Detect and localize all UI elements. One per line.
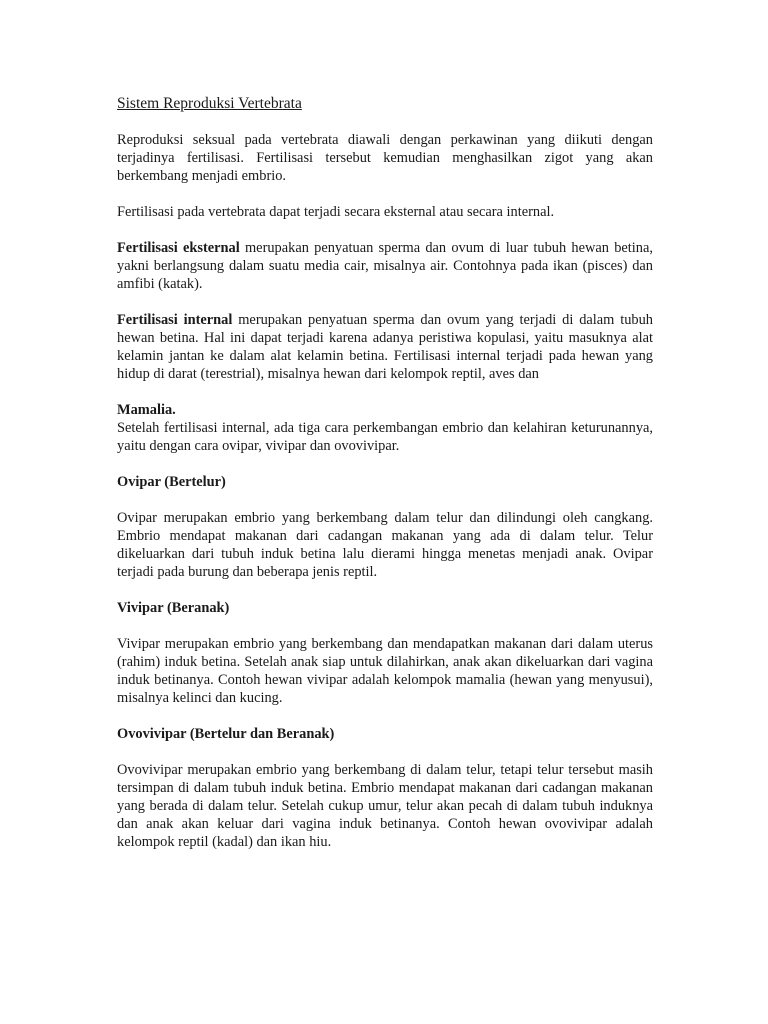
- internal-fertilization-paragraph: [117, 311, 653, 383]
- ovovivipar-paragraph: Ovovivipar merupakan embrio yang berkembang di dalam telur, tetapi telur tersebut masih tersimpan di dalam tubuh induk betina. Embrio mendapat makanan dari cadangan makanan yang berada di dalam telur. Setelah cukup umur, telur akan pecah di dalam tubuh induknya dan anak akan keluar dari vagina induk betinanya. Contoh hewan ovovivipar adalah kelompok reptil (kadal) dan ikan hiu.: [117, 762, 653, 850]
- ovipar-heading: Ovipar (Bertelur): [117, 474, 226, 490]
- external-fertilization-paragraph: [117, 239, 653, 293]
- external-fertilization-text: merupakan penyatuan sperma dan ovum di luar tubuh hewan betina, yakni berlangsung dalam suatu media cair, misalnya air. Contohnya pada ikan (pisces) dan amfibi (katak).: [117, 240, 653, 292]
- page-title: Sistem Reproduksi Vertebrata: [117, 95, 302, 112]
- internal-fertilization-text: merupakan penyatuan sperma dan ovum yang terjadi di dalam tubuh hewan betina. Hal ini dapat terjadi karena adanya peristiwa kopulasi, yaitu masuknya alat kelamin jantan ke dalam alat kelamin betina. Fertilisasi internal terjadi pada hewan yang hidup di darat (terestrial), misalnya hewan dari kelompok reptil, aves dan: [117, 312, 653, 382]
- intro-paragraph: Reproduksi seksual pada vertebrata diawali dengan perkawinan yang diikuti dengan terjadinya fertilisasi. Fertilisasi tersebut kemudian menghasilkan zigot yang akan berkembang menjadi embrio.: [117, 132, 653, 184]
- mamalia-paragraph: Setelah fertilisasi internal, ada tiga cara perkembangan embrio dan kelahiran keturunannya, yaitu dengan cara ovipar, vivipar dan ovovivipar.: [117, 420, 653, 454]
- ovipar-paragraph: Ovipar merupakan embrio yang berkembang dalam telur dan dilindungi oleh cangkang. Embrio mendapat makanan dari cadangan makanan yang ada di dalam telur. Telur dikeluarkan dari tubuh induk betina lalu dierami hingga menetas menjadi anak. Ovipar terjadi pada burung dan beberapa jenis reptil.: [117, 510, 653, 580]
- ovovivipar-heading: Ovovivipar (Bertelur dan Beranak): [117, 726, 335, 742]
- vivipar-heading: Vivipar (Beranak): [117, 600, 230, 616]
- internal-fertilization-term: Fertilisasi internal: [117, 312, 233, 328]
- document-body: [117, 94, 653, 869]
- fertilization-types-paragraph: Fertilisasi pada vertebrata dapat terjadi secara eksternal atau secara internal.: [117, 204, 555, 220]
- vivipar-paragraph: Vivipar merupakan embrio yang berkembang dan mendapatkan makanan dari dalam uterus (rahim) induk betina. Setelah anak siap untuk dilahirkan, anak akan dikeluarkan dari vagina induk betinanya. Contoh hewan vivipar adalah kelompok mamalia (hewan yang menyusui), misalnya kelinci dan kucing.: [117, 636, 653, 706]
- external-fertilization-term: Fertilisasi eksternal: [117, 240, 240, 256]
- mamalia-heading: Mamalia.: [117, 402, 176, 418]
